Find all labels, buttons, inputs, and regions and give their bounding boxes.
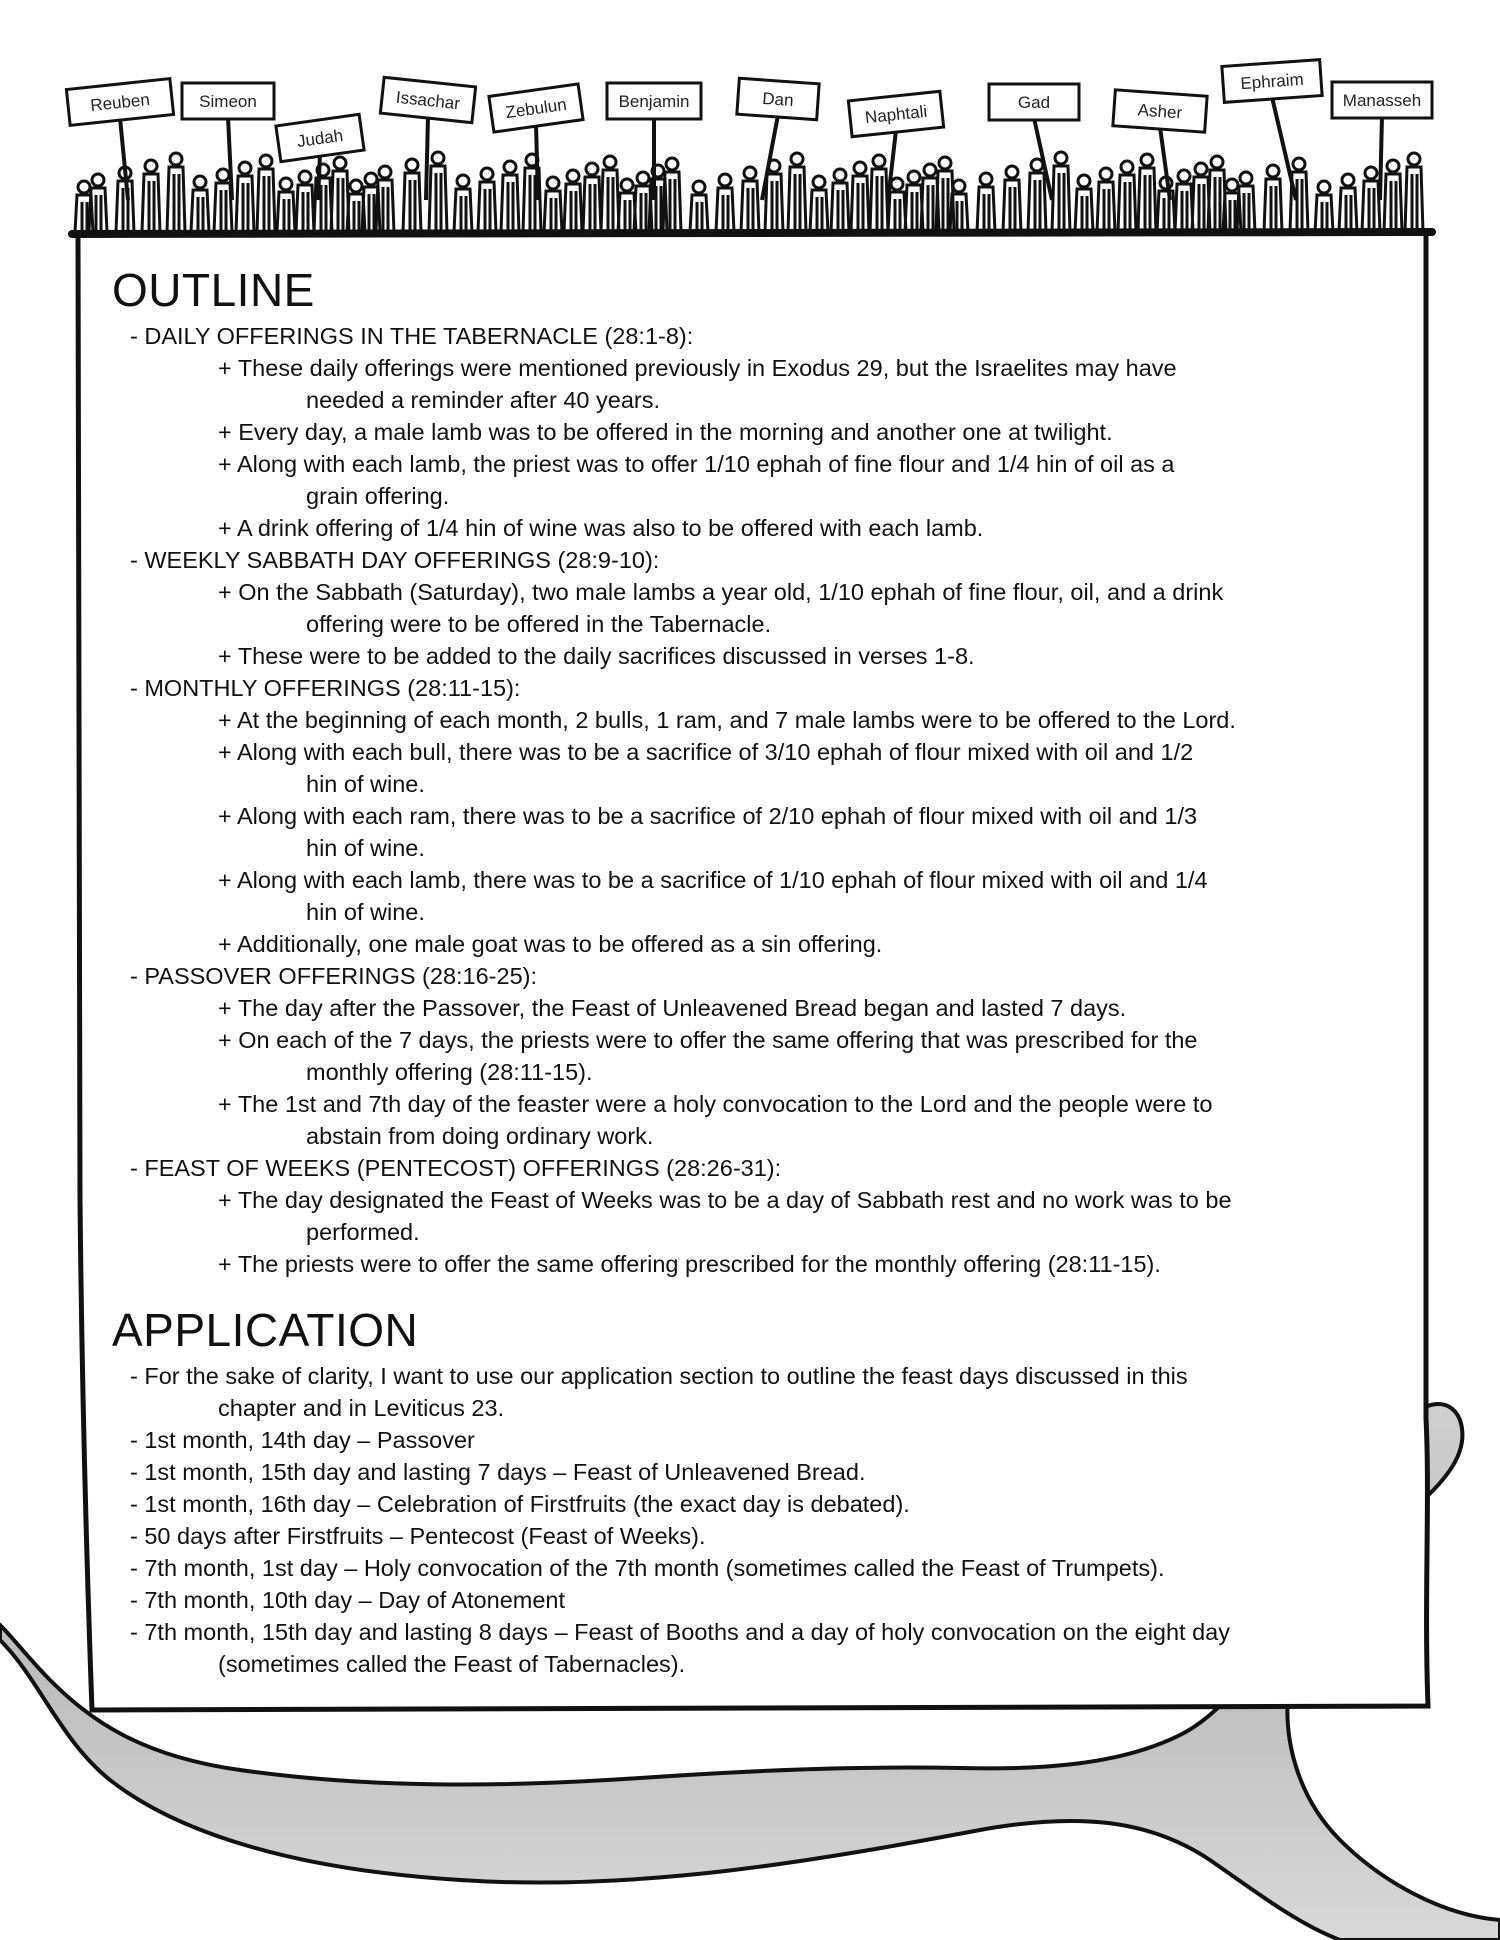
outline-bullet-text: + Along with each bull, there was to be a sacrifice of 3/10 ephah of flour mixed with oil and 1/2: [218, 739, 1194, 765]
crowd-figure: [501, 161, 519, 232]
outline-bullet-text: + Along with each ram, there was to be a sacrifice of 2/10 ephah of flour mixed with oil and 1/3: [218, 803, 1198, 829]
tribe-sign-label: Judah: [295, 125, 345, 152]
crowd-figure: [1175, 170, 1193, 232]
application-item-text: - 50 days after Firstfruits – Pentecost (Feast of Weeks).: [130, 1523, 706, 1549]
tribe-sign-label: Benjamin: [618, 92, 690, 111]
crowd-figure: [788, 153, 806, 232]
outline-bullet-text: + These were to be added to the daily sacrifices discussed in verses 1-8.: [218, 643, 975, 669]
crowd-figure: [277, 178, 295, 232]
crowd-figure: [1138, 154, 1156, 232]
outline-bullet-text: + The 1st and 7th day of the feaster were a holy convocation to the Lord and the people were to: [218, 1091, 1213, 1117]
crowd-figure: [1118, 161, 1136, 232]
tribe-sign-label: Dan: [761, 88, 795, 111]
crowd-figure: [191, 176, 209, 232]
content-area: [112, 262, 1402, 1680]
outline-bullet-continuation: monthly offering (28:11-15).: [306, 1059, 593, 1085]
application-item-continuation: chapter and in Leviticus 23.: [218, 1395, 505, 1421]
outline-section-title: - WEEKLY SABBATH DAY OFFERINGS (28:9-10):: [130, 547, 660, 573]
crowd-figure: [236, 162, 254, 232]
crowd-figures: [75, 152, 1423, 232]
crowd-figure: [716, 174, 734, 232]
outline-bullet-text: + On the Sabbath (Saturday), two male lambs a year old, 1/10 ephah of fine flour, oil, and a drink: [218, 579, 1224, 605]
outline-bullet-text: + Every day, a male lamb was to be offered in the morning and another one at twilight.: [218, 419, 1113, 445]
outline-bullet: [112, 1088, 1402, 1152]
crowd-figure: [851, 162, 869, 232]
outline-bullet-continuation: offering were to be offered in the Tabernacle.: [306, 611, 772, 637]
outline-heading: OUTLINE: [112, 264, 315, 316]
crowd-figure: [1315, 181, 1333, 232]
application-item: [112, 1584, 1402, 1616]
outline-bullet: [112, 512, 1402, 544]
crowd-figure: [167, 153, 185, 232]
crowd-figure: [583, 163, 601, 232]
crowd-figure: [810, 176, 828, 232]
application-item-text: - 7th month, 10th day – Day of Atonement: [130, 1587, 566, 1613]
crowd-figure: [1362, 167, 1380, 232]
outline-bullet: [112, 1184, 1402, 1248]
application-item-continuation: (sometimes called the Feast of Tabernacles).: [218, 1651, 686, 1677]
crowd-figure: [1097, 168, 1115, 232]
crowd-figure: [1405, 153, 1423, 232]
outline-section-title: - MONTHLY OFFERINGS (28:11-15):: [130, 675, 521, 701]
outline-bullet: [112, 576, 1402, 640]
crowd-figure: [1384, 160, 1402, 232]
crowd-figure: [870, 155, 888, 232]
outline-bullet: [112, 928, 1402, 960]
tribe-sign-label: Gad: [1017, 93, 1051, 112]
application-item-text: - 1st month, 14th day – Passover: [130, 1427, 475, 1453]
application-item: [112, 1488, 1402, 1520]
outline-bullet-text: + On each of the 7 days, the priests were to offer the same offering that was prescribed for the: [218, 1027, 1198, 1053]
crowd-figure: [741, 167, 759, 232]
crowd-figure: [564, 170, 582, 232]
crowd-figure: [454, 175, 472, 232]
application-item-text: - 1st month, 15th day and lasting 7 days – Feast of Unleavened Bread.: [130, 1459, 866, 1485]
outline-bullet-continuation: abstain from doing ordinary work.: [306, 1123, 654, 1149]
tribe-sign-label: Manasseh: [1342, 91, 1422, 110]
outline-bullet-text: + The priests were to offer the same offering prescribed for the monthly offering (28:11-15).: [218, 1251, 1161, 1277]
crowd-figure: [544, 177, 562, 232]
outline-bullet-continuation: needed a reminder after 40 years.: [306, 387, 661, 413]
crowd-figure: [1028, 159, 1046, 232]
tribe-sign: [380, 77, 475, 200]
application-item: [112, 1456, 1402, 1488]
outline-bullet-text: + The day after the Passover, the Feast of Unleavened Bread began and lasted 7 days.: [218, 995, 1127, 1021]
outline-bullet-text: + Along with each lamb, the priest was to offer 1/10 ephah of fine flour and 1/4 hin of oil as a: [218, 451, 1175, 477]
tribe-sign-label: Issachar: [395, 87, 461, 114]
outline-bullet: [112, 704, 1402, 736]
application-item: [112, 1360, 1402, 1424]
crowd-figure: [1264, 165, 1282, 232]
crowd-figure: [1003, 166, 1021, 232]
outline-bullet-continuation: hin of wine.: [306, 899, 425, 925]
crowd-figure: [142, 160, 160, 232]
crowd-figure: [977, 173, 995, 232]
application-item: [112, 1616, 1402, 1680]
application-list: [112, 1360, 1402, 1680]
outline-bullet: [112, 416, 1402, 448]
application-item: [112, 1520, 1402, 1552]
outline-bullet-text: + A drink offering of 1/4 hin of wine was also to be offered with each lamb.: [218, 515, 984, 541]
crowd-figure: [296, 171, 314, 232]
outline-bullet: [112, 640, 1402, 672]
outline-bullet-continuation: performed.: [306, 1219, 420, 1245]
application-item-text: - 7th month, 15th day and lasting 8 days – Feast of Booths and a day of holy convocation on the eight day: [130, 1619, 1231, 1645]
outline-bullet: [112, 352, 1402, 416]
crowd-figure: [1052, 152, 1070, 232]
outline-bullet: [112, 864, 1402, 928]
outline-bullet: [112, 1024, 1402, 1088]
outline-bullet: [112, 448, 1402, 512]
crowd-figure: [403, 159, 421, 232]
crowd-figure: [1290, 158, 1308, 232]
outline-section-title: - PASSOVER OFFERINGS (28:16-25):: [130, 963, 538, 989]
application-item-text: - 7th month, 1st day – Holy convocation of the 7th month (sometimes called the Feast of Trumpets).: [130, 1555, 1165, 1581]
outline-bullet: [112, 800, 1402, 864]
outline-section-title: - DAILY OFFERINGS IN THE TABERNACLE (28:1-8):: [130, 323, 694, 349]
outline-bullet: [112, 1248, 1402, 1280]
application-heading: APPLICATION: [112, 1304, 419, 1356]
outline-bullet-continuation: grain offering.: [306, 483, 450, 509]
tribe-sign-label: Asher: [1137, 100, 1183, 123]
tribe-sign-label: Naphtali: [864, 101, 929, 128]
application-item: [112, 1552, 1402, 1584]
application-item: [112, 1424, 1402, 1456]
tribe-sign-label: Zebulun: [504, 94, 568, 123]
application-item-text: - 1st month, 16th day – Celebration of Firstfruits (the exact day is debated).: [130, 1491, 910, 1517]
tribe-sign-label: Simeon: [199, 92, 257, 111]
outline-sections: [112, 320, 1402, 1280]
crowd-figure: [601, 156, 619, 232]
outline-bullet: [112, 736, 1402, 800]
outline-bullet-text: + At the beginning of each month, 2 bulls, 1 ram, and 7 male lambs were to be offered to the Lord.: [218, 707, 1236, 733]
outline-bullet: [112, 992, 1402, 1024]
crowd-figure: [1075, 175, 1093, 232]
crowd-figure: [1339, 174, 1357, 232]
crowd-figure: [831, 169, 849, 232]
outline-section-title: - FEAST OF WEEKS (PENTECOST) OFFERINGS (28:26-31):: [130, 1155, 782, 1181]
outline-bullet-continuation: hin of wine.: [306, 771, 425, 797]
outline-bullet-text: + Additionally, one male goat was to be offered as a sin offering.: [218, 931, 883, 957]
tribe-sign-label: Reuben: [89, 89, 151, 116]
application-item-text: - For the sake of clarity, I want to use our application section to outline the feast days discussed in this: [130, 1363, 1188, 1389]
outline-bullet-text: + These daily offerings were mentioned previously in Exodus 29, but the Israelites may have: [218, 355, 1177, 381]
outline-bullet-continuation: hin of wine.: [306, 835, 425, 861]
crowd-figure: [478, 168, 496, 232]
tribe-sign-label: Ephraim: [1239, 69, 1305, 94]
crowd-figure: [429, 152, 447, 232]
crowd-figure: [690, 181, 708, 232]
outline-bullet-text: + Along with each lamb, there was to be a sacrifice of 1/10 ephah of flour mixed with oil and 1/4: [218, 867, 1208, 893]
outline-bullet-text: + The day designated the Feast of Weeks was to be a day of Sabbath rest and no work was to be: [218, 1187, 1232, 1213]
crowd-figure: [257, 155, 275, 232]
